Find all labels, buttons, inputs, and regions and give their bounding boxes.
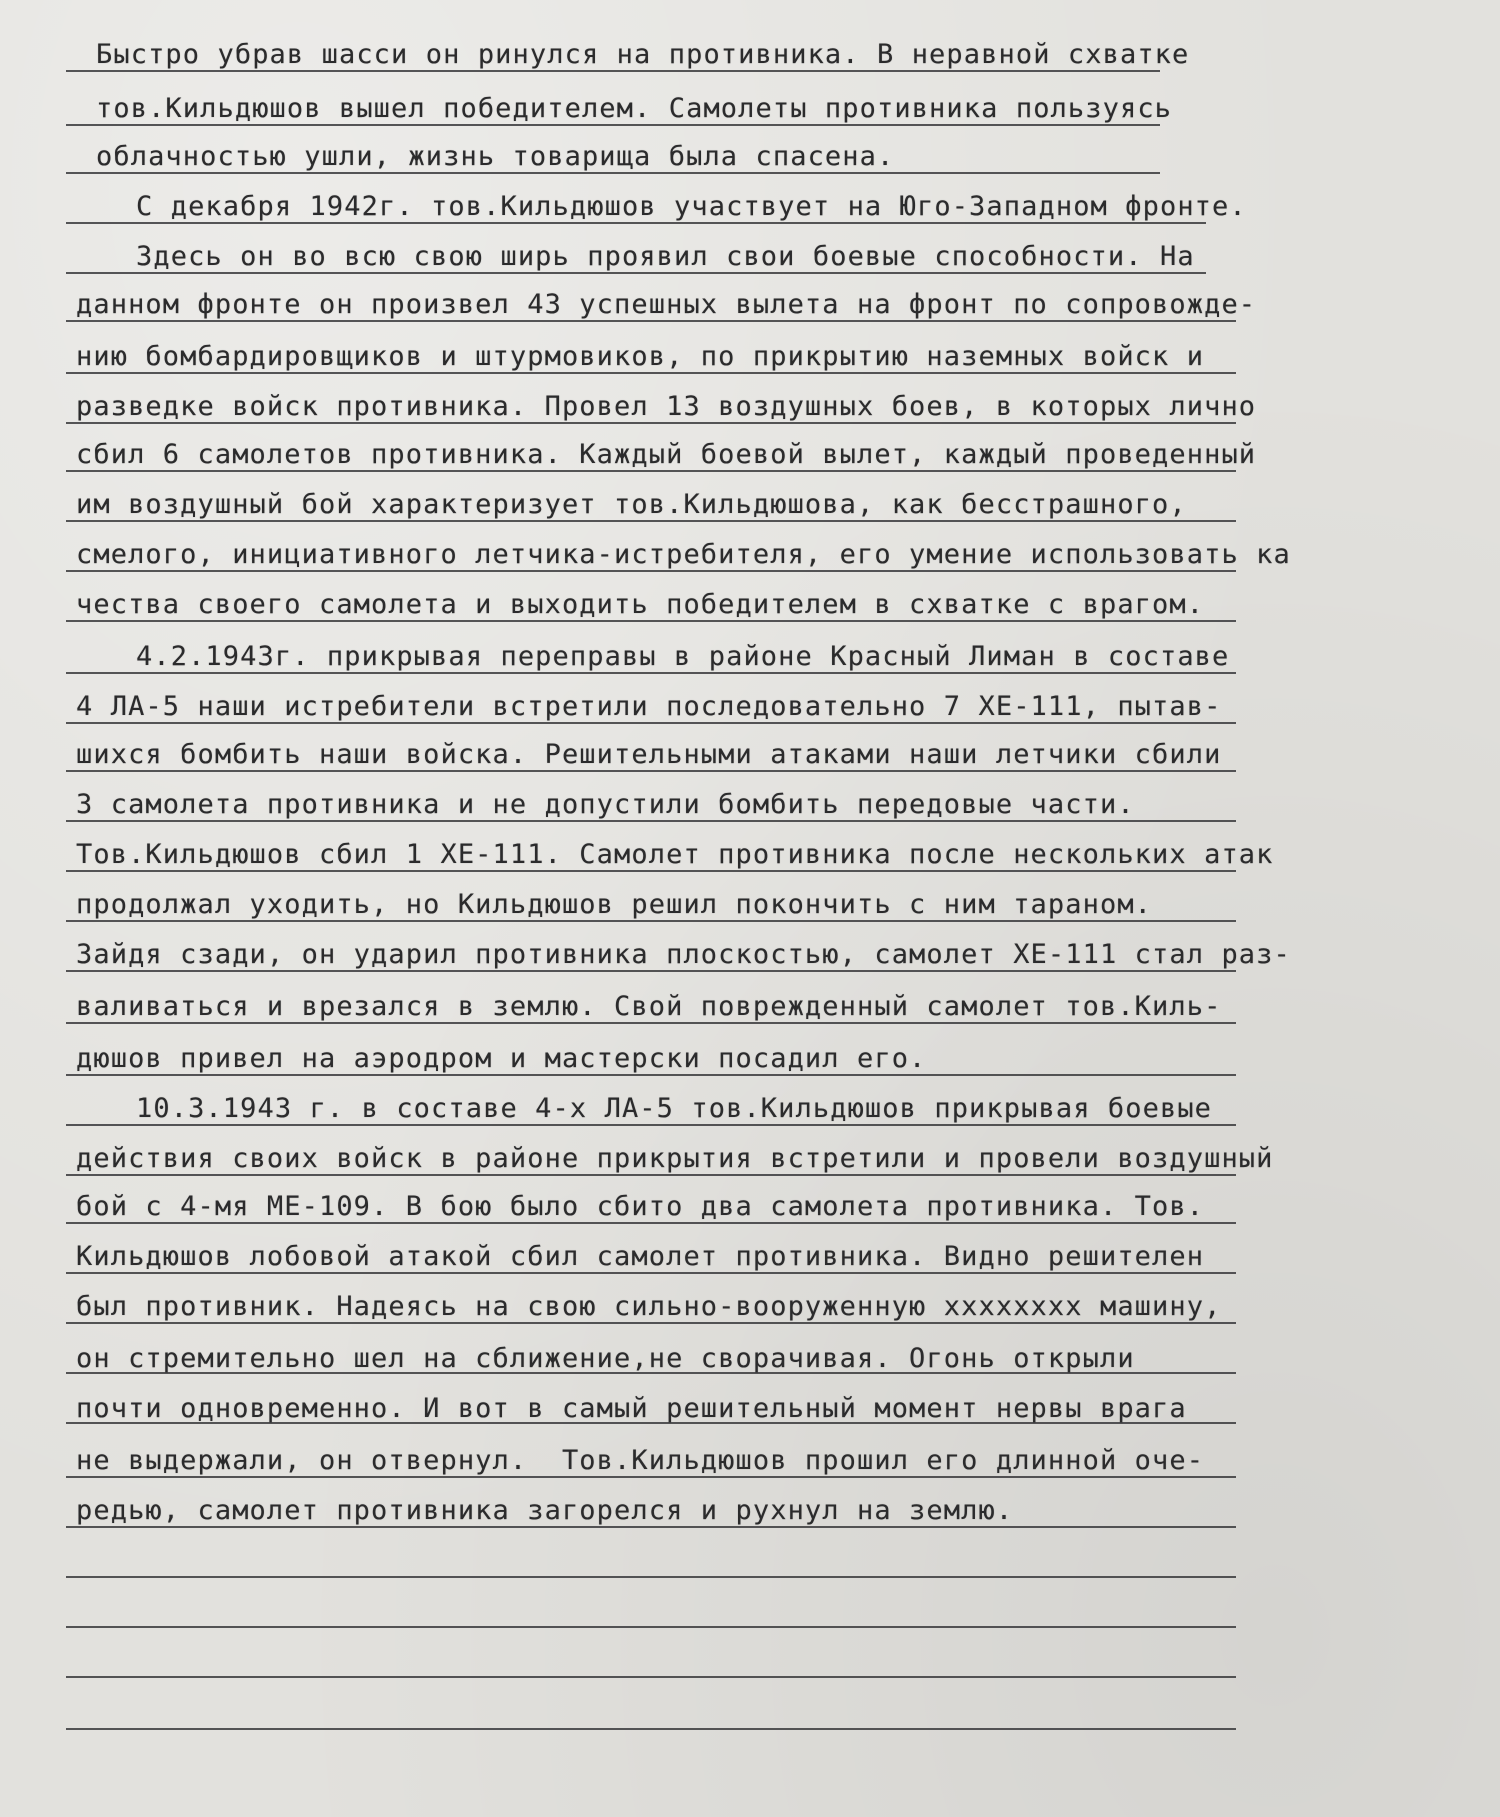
text-line: сбил 6 самолетов противника. Каждый боевой вылет, каждый проведенный bbox=[76, 439, 1257, 470]
text-line: 4 ЛА-5 наши истребители встретили последовательно 7 ХЕ-111, пытав- bbox=[76, 691, 1222, 722]
text-line: редью, самолет противника загорелся и рухнул на землю. bbox=[76, 1495, 1014, 1526]
text-line: им воздушный бой характеризует тов.Кильдюшова, как бесстрашного, bbox=[76, 489, 1187, 520]
text-line: Зайдя сзади, он ударил противника плоскостью, самолет ХЕ-111 стал раз- bbox=[76, 939, 1291, 970]
text-line: валиваться и врезался в землю. Свой поврежденный самолет тов.Киль- bbox=[76, 991, 1222, 1022]
ruled-line bbox=[66, 1576, 1236, 1578]
text-line: Быстро убрав шасси он ринулся на противника. В неравной схватке bbox=[96, 39, 1190, 70]
text-line: 4.2.1943г. прикрывая переправы в районе Красный Лиман в составе bbox=[136, 641, 1230, 672]
text-line: облачностью ушли, жизнь товарища была спасена. bbox=[96, 141, 895, 172]
text-line: смелого, инициативного летчика-истребителя, его умение использовать ка bbox=[76, 539, 1291, 570]
text-line: нию бомбардировщиков и штурмовиков, по прикрытию наземных войск и bbox=[76, 341, 1205, 372]
text-line: разведке войск противника. Провел 13 воздушных боев, в которых лично bbox=[76, 391, 1257, 422]
text-line: не выдержали, он отвернул. Тов.Кильдюшов прошил его длинной оче- bbox=[76, 1445, 1205, 1476]
text-line: С декабря 1942г. тов.Кильдюшов участвует на Юго-Западном фронте. bbox=[136, 191, 1247, 222]
text-line: чества своего самолета и выходить победителем в схватке с врагом. bbox=[76, 589, 1205, 620]
text-line: бой с 4-мя МЕ-109. В бою было сбито два самолета противника. Тов. bbox=[76, 1191, 1205, 1222]
text-line: действия своих войск в районе прикрытия встретили и провели воздушный bbox=[76, 1143, 1274, 1174]
ruled-line bbox=[66, 1626, 1236, 1628]
text-line: 10.3.1943 г. в составе 4-х ЛА-5 тов.Кильдюшов прикрывая боевые bbox=[136, 1093, 1213, 1124]
text-line: продолжал уходить, но Кильдюшов решил покончить с ним тараном. bbox=[76, 889, 1153, 920]
text-line: тов.Кильдюшов вышел победителем. Самолеты противника пользуясь bbox=[96, 93, 1173, 124]
text-line: данном фронте он произвел 43 успешных вылета на фронт по сопровожде- bbox=[76, 289, 1257, 320]
text-line: Здесь он во всю свою ширь проявил свои боевые способности. На bbox=[136, 241, 1195, 272]
text-line: почти одновременно. И вот в самый решительный момент нервы врага bbox=[76, 1393, 1187, 1424]
text-line: Кильдюшов лобовой атакой сбил самолет противника. Видно решителен bbox=[76, 1241, 1205, 1272]
ruled-line bbox=[66, 1676, 1236, 1678]
ruled-line bbox=[66, 1728, 1236, 1730]
text-line: Тов.Кильдюшов сбил 1 ХЕ-111. Самолет противника после нескольких атак bbox=[76, 839, 1274, 870]
text-line: 3 самолета противника и не допустили бомбить передовые части. bbox=[76, 789, 1135, 820]
text-line: был противник. Надеясь на свою сильно-вооруженную хххххххх машину, bbox=[76, 1291, 1222, 1322]
text-line: шихся бомбить наши войска. Решительными атаками наши летчики сбили bbox=[76, 739, 1222, 770]
text-line: он стремительно шел на сближение,не сворачивая. Огонь открыли bbox=[76, 1343, 1135, 1374]
text-line: дюшов привел на аэродром и мастерски посадил его. bbox=[76, 1043, 927, 1074]
